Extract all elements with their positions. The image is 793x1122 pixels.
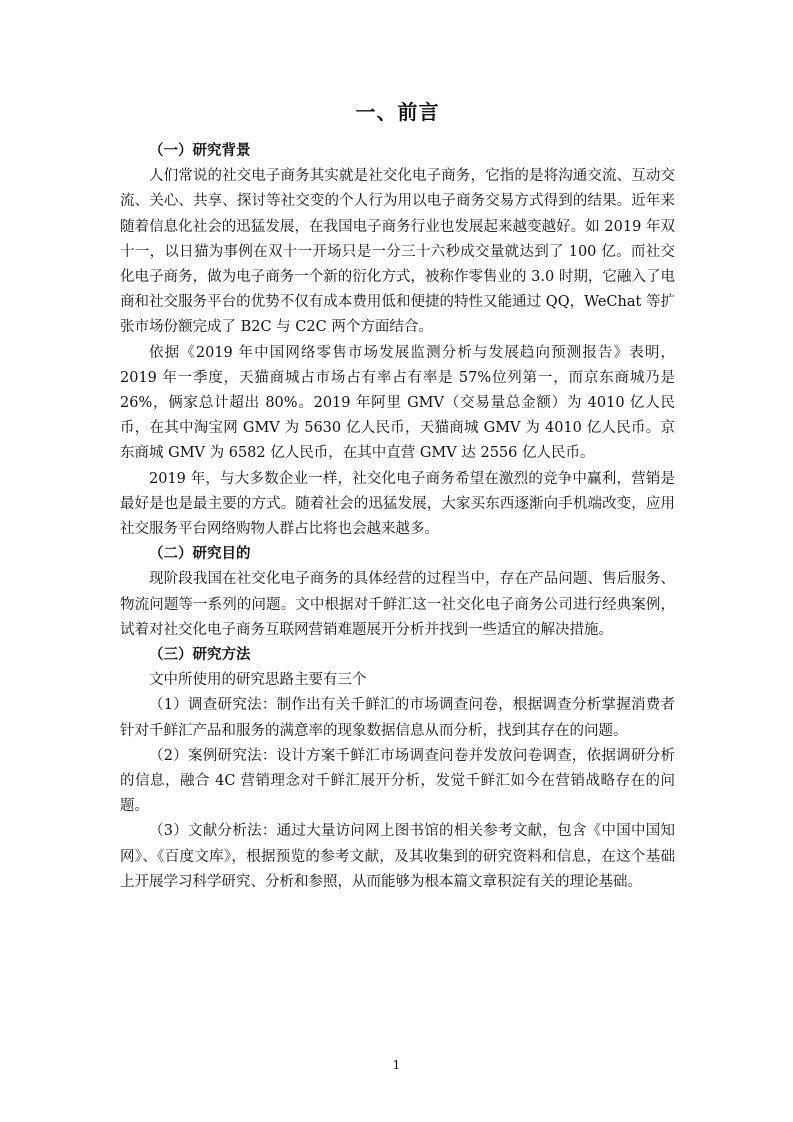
section-background	[120, 139, 675, 542]
paragraph: （2）案例研究法：设计方案千鲜汇市场调查问卷并发放问卷调查，依据调研分析的信息，融合 4C 营销理念对千鲜汇展开分析，发觉千鲜汇如今在营销战略存在的问题。	[120, 747, 675, 815]
section-heading: （三）研究方法	[149, 647, 251, 664]
section-heading: （二）研究目的	[149, 546, 251, 563]
page-content	[120, 96, 675, 895]
paragraph: 2019 年，与大多数企业一样，社交化电子商务希望在激烈的竞争中赢利，营销是最好是也是最主要的方式。随着社会的迅猛发展，大家买东西逐渐向手机端改变，应用社交服务平台网络购物人群占比将也会越来越多。	[120, 470, 675, 538]
page-number: 1	[392, 1058, 401, 1072]
paragraph: 人们常说的社交电子商务其实就是社交化电子商务，它指的是将沟通交流、互动交流、关心、共享、探讨等社交变的个人行为用以电子商务交易方式得到的结果。近年来随着信息化社会的迅猛发展，在我国电子商务行业也发展起来越变越好。如 2019 年双十一，以日猫为事例在双十一开场只是一分三十六秒成交量就达到了 100 亿。而社交化电子商务，做为电子商务一个新的衍化方式，被称作零售业的 3.0 时期，它融入了电商和社交服务平台的优势不仅有成本费用低和便捷的特性又能通过 QQ，WeChat 等扩张市场份额完成了 B2C 与 C2C 两个方面结合。	[120, 168, 675, 336]
paragraph: 依据《2019 年中国网络零售市场发展监测分析与发展趋向预测报告》表明，2019 年一季度，天猫商城占市场占有率占有率是 57%位列第一，而京东商城乃是 26%，俩家总计超出 80%。2019 年阿里 GMV（交易量总金额）为 4010 亿人民币，在其中淘宝网 GMV 为 5630 亿人民币，天猫商城 GMV 为 4010 亿人民币。京东商城 GMV 为 6582 亿人民币，在其中直营 GMV 达 2556 亿人民币。	[120, 344, 675, 462]
paragraph: 现阶段我国在社交化电子商务的具体经营的过程当中，存在产品问题、售后服务、物流问题等一系列的问题。文中根据对千鲜汇这一社交化电子商务公司进行经典案例，试着对社交化电子商务互联网营销难题展开分析并找到一些适宜的解决措施。	[120, 571, 675, 638]
paragraph: （3）文献分析法：通过大量访问网上图书馆的相关参考文献，包含《中国中国知网》、《百度文库》，根据预览的参考文献，及其收集到的研究资料和信息，在这个基础上开展学习科学研究、分析和参照，从而能够为根本篇文章积淀有关的理论基础。	[120, 823, 675, 890]
section-heading: （一）研究背景	[149, 143, 251, 159]
section-purpose	[120, 542, 675, 643]
section-methods	[120, 643, 675, 895]
page-title: 一、前言	[355, 100, 440, 124]
paragraph: 文中所使用的研究思路主要有三个	[149, 672, 367, 689]
paragraph: （1）调查研究法：制作出有关千鲜汇的市场调查问卷，根据调查分析掌握消费者针对千鲜汇产品和服务的满意率的现象数据信息从而分析，找到其存在的问题。	[120, 697, 675, 739]
